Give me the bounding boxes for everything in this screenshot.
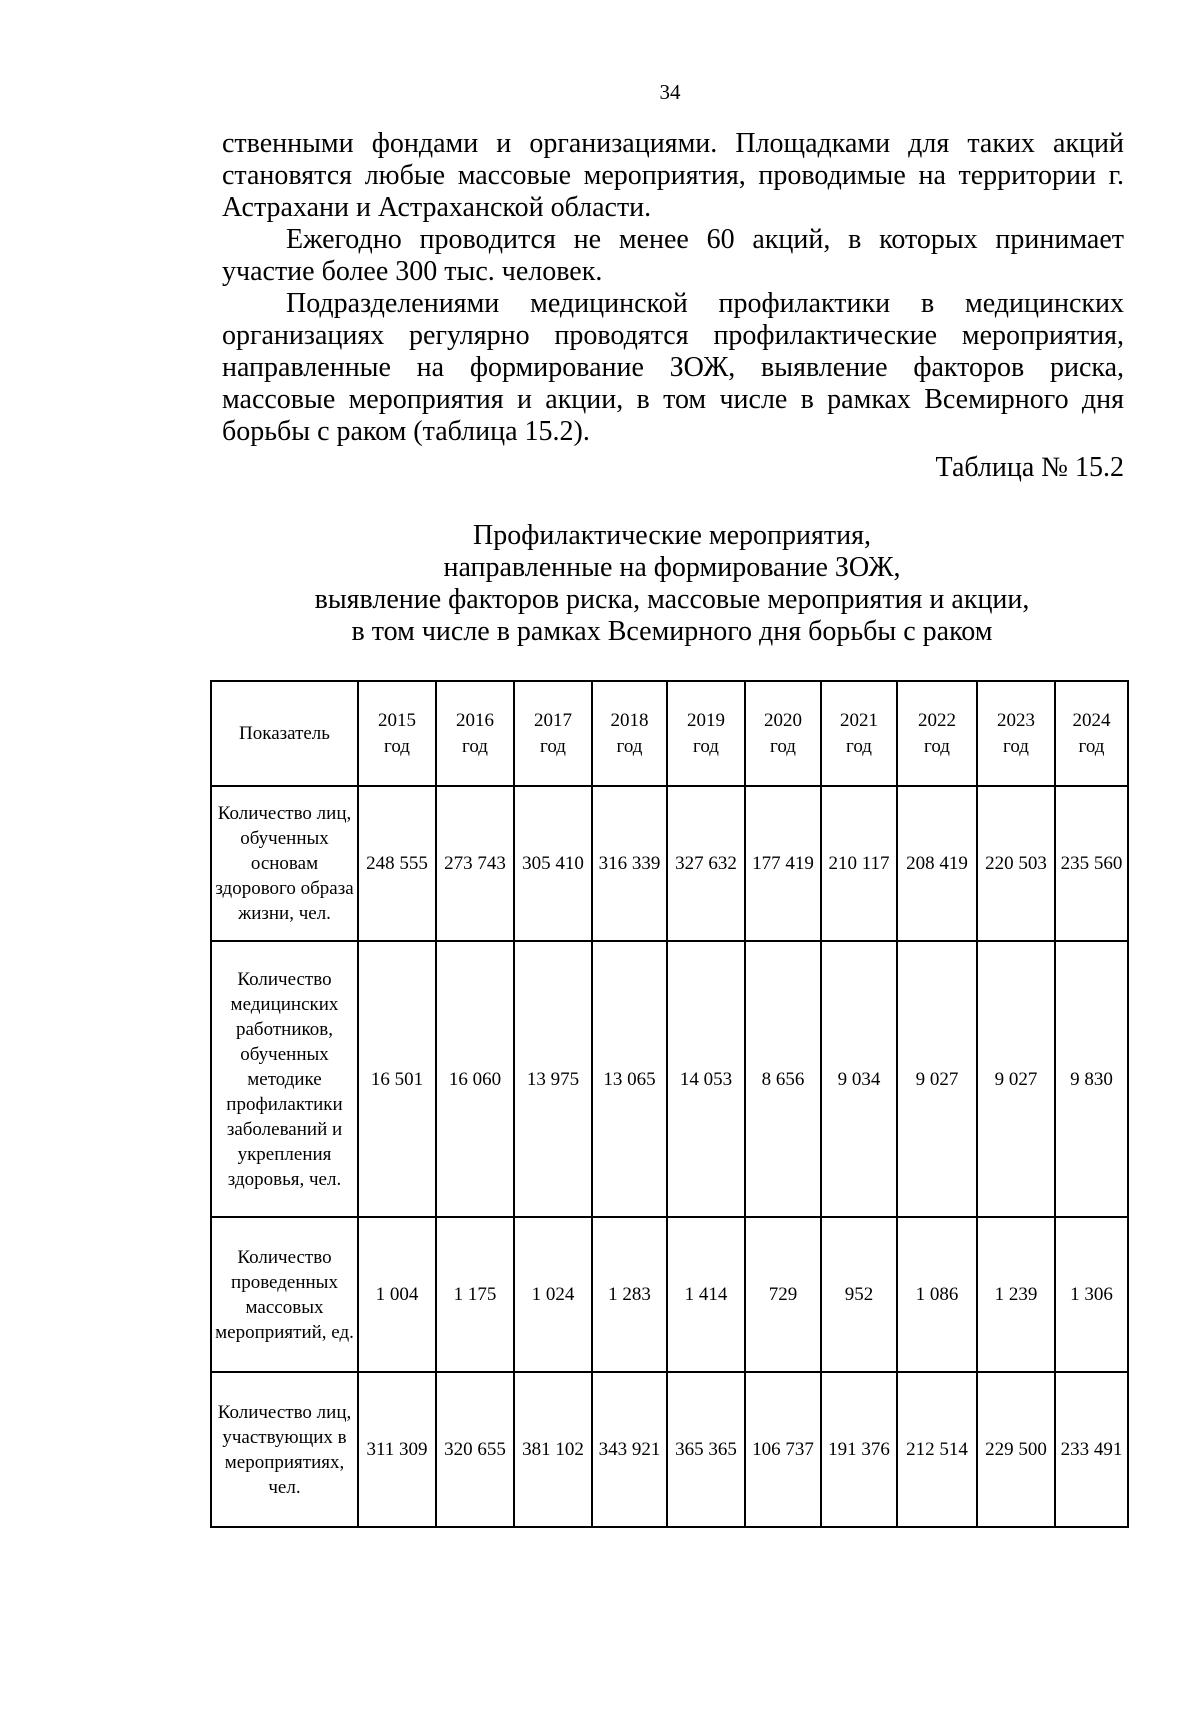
- table-row: [211, 941, 1128, 1217]
- table-row: [211, 786, 1128, 941]
- table-cell: 1 024: [514, 1217, 592, 1372]
- table-cell: 9 027: [977, 941, 1055, 1217]
- table-cell: 13 975: [514, 941, 592, 1217]
- column-header-year: 2022 год: [897, 681, 977, 786]
- table-cell: 177 419: [745, 786, 821, 941]
- table-cell: 1 086: [897, 1217, 977, 1372]
- column-header-year: 2018 год: [592, 681, 667, 786]
- table-cell: 1 175: [436, 1217, 514, 1372]
- table-cell: 233 491: [1055, 1372, 1128, 1527]
- table-cell: 191 376: [821, 1372, 897, 1527]
- table-cell: 365 365: [667, 1372, 745, 1527]
- row-indicator: Количество лиц, обученных основам здорового образа жизни, чел.: [211, 786, 358, 941]
- table-cell: 1 414: [667, 1217, 745, 1372]
- row-indicator: Количество проведенных массовых мероприятий, ед.: [211, 1217, 358, 1372]
- table-title-line: в том числе в рамках Всемирного дня борьбы с раком: [351, 616, 993, 647]
- table-cell: 9 830: [1055, 941, 1128, 1217]
- table-label: Таблица № 15.2: [935, 452, 1124, 483]
- paragraph: Подразделениями медицинской профилактики в медицинских организациях регулярно проводятся профилактические мероприятия, направленные на формирование ЗОЖ, выявление факторов риска, массовые мероприятия и акции, в том числе в рамках Всемирного дня борьбы с раком (таблица 15.2).: [222, 288, 1124, 447]
- table-title-line: выявление факторов риска, массовые мероприятия и акции,: [314, 584, 1030, 615]
- table-row: [211, 1372, 1128, 1527]
- column-header-year: 2024 год: [1055, 681, 1128, 786]
- row-indicator: Количество медицинских работников, обученных методике профилактики заболеваний и укрепления здоровья, чел.: [211, 941, 358, 1217]
- body-text: [222, 128, 1124, 448]
- table-title-line: направленные на формирование ЗОЖ,: [443, 552, 901, 583]
- column-header-year: 2017 год: [514, 681, 592, 786]
- table-cell: 305 410: [514, 786, 592, 941]
- table-cell: 273 743: [436, 786, 514, 941]
- table-cell: 14 053: [667, 941, 745, 1217]
- table-cell: 212 514: [897, 1372, 977, 1527]
- table-cell: 952: [821, 1217, 897, 1372]
- table-cell: 343 921: [592, 1372, 667, 1527]
- table-title: [222, 520, 1122, 648]
- table-cell: 1 283: [592, 1217, 667, 1372]
- column-header-year: 2016 год: [436, 681, 514, 786]
- table-cell: 16 501: [358, 941, 436, 1217]
- table-cell: 9 027: [897, 941, 977, 1217]
- table-cell: 729: [745, 1217, 821, 1372]
- table-cell: 1 239: [977, 1217, 1055, 1372]
- column-header-indicator: Показатель: [211, 681, 358, 786]
- table-cell: 9 034: [821, 941, 897, 1217]
- table-cell: 235 560: [1055, 786, 1128, 941]
- table-cell: 320 655: [436, 1372, 514, 1527]
- column-header-year: 2019 год: [667, 681, 745, 786]
- column-header-year: 2015 год: [358, 681, 436, 786]
- table-cell: 8 656: [745, 941, 821, 1217]
- table-cell: 106 737: [745, 1372, 821, 1527]
- table-cell: 248 555: [358, 786, 436, 941]
- table-cell: 229 500: [977, 1372, 1055, 1527]
- data-table: [210, 680, 1129, 1528]
- paragraph: Ежегодно проводится не менее 60 акций, в которых принимает участие более 300 тыс. человек.: [222, 224, 1124, 287]
- column-header-year: 2023 год: [977, 681, 1055, 786]
- table-title-line: Профилактические мероприятия,: [473, 520, 871, 551]
- column-header-year: 2021 год: [821, 681, 897, 786]
- table-cell: 316 339: [592, 786, 667, 941]
- table-cell: 1 306: [1055, 1217, 1128, 1372]
- table-cell: 1 004: [358, 1217, 436, 1372]
- table-cell: 381 102: [514, 1372, 592, 1527]
- table-cell: 210 117: [821, 786, 897, 941]
- table-cell: 311 309: [358, 1372, 436, 1527]
- table-cell: 208 419: [897, 786, 977, 941]
- paragraph: ственными фондами и организациями. Площадками для таких акций становятся любые массовые мероприятия, проводимые на территории г. Астрахани и Астраханской области.: [222, 128, 1124, 223]
- table-header-row: [211, 681, 1128, 786]
- column-header-year: 2020 год: [745, 681, 821, 786]
- page-number: 34: [659, 80, 681, 104]
- table-cell: 327 632: [667, 786, 745, 941]
- table-cell: 16 060: [436, 941, 514, 1217]
- table-cell: 220 503: [977, 786, 1055, 941]
- row-indicator: Количество лиц, участвующих в мероприятиях, чел.: [211, 1372, 358, 1527]
- table-row: [211, 1217, 1128, 1372]
- table-cell: 13 065: [592, 941, 667, 1217]
